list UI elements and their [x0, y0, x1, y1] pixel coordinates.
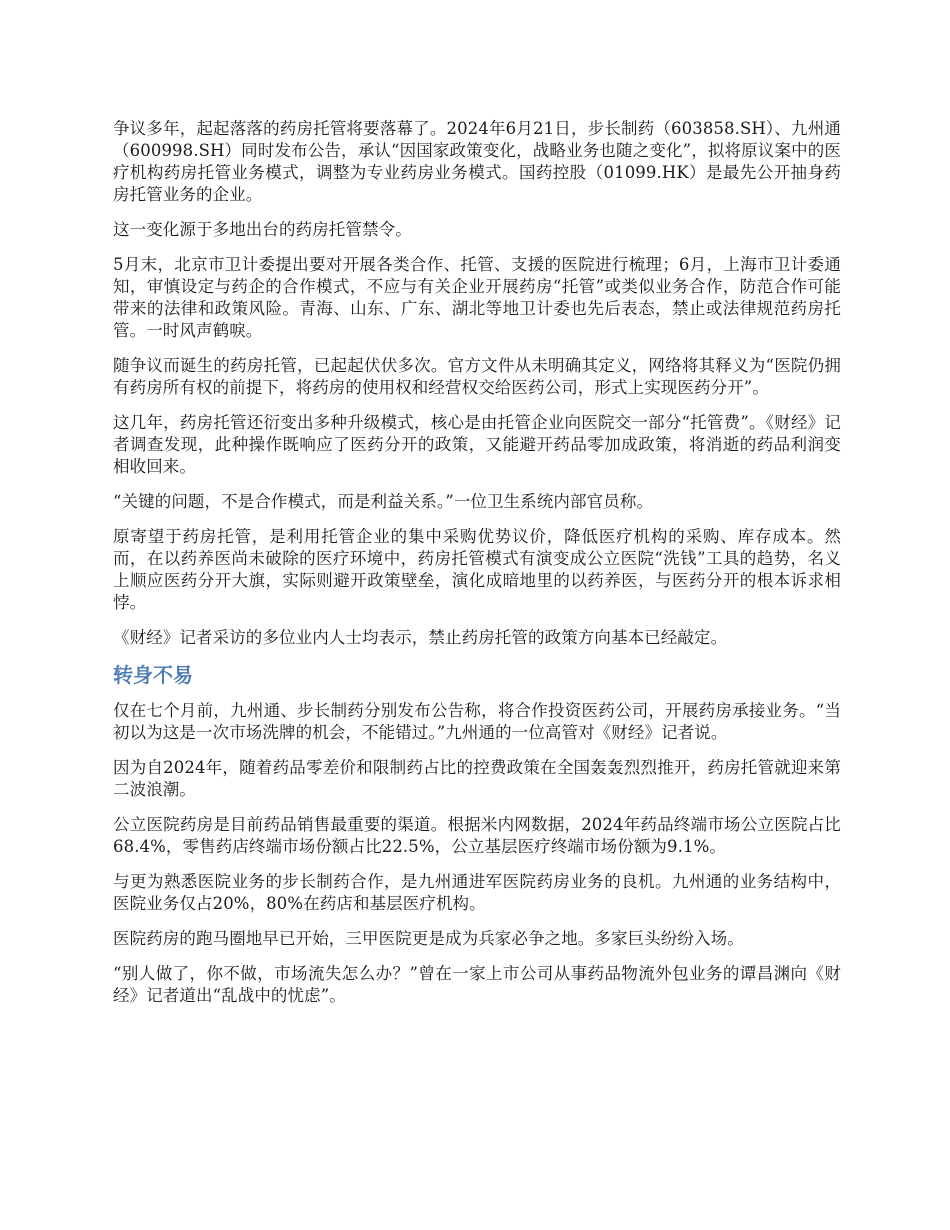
paragraph: 与更为熟悉医院业务的步长制药合作，是九州通进军医院药房业务的良机。九州通的业务结构中，医院业务仅占20%，80%在药店和基层医疗机构。 [113, 872, 841, 913]
paragraph: 公立医院药房是目前药品销售最重要的渠道。根据米内网数据，2024年药品终端市场公立医院占比68.4%，零售药店终端市场份额占比22.5%，公立基层医疗终端市场份额为9.1%。 [113, 815, 841, 856]
paragraph: 这一变化源于多地出台的药房托管禁令。 [113, 220, 412, 239]
section-heading: 转身不易 [113, 663, 193, 687]
paragraph: 医院药房的跑马圈地早已开始，三甲医院更是成为兵家必争之地。多家巨头纷纷入场。 [113, 929, 744, 948]
paragraph: 争议多年，起起落落的药房托管将要落幕了。2024年6月21日，步长制药（603858.SH）、九州通（600998.SH）同时发布公告，承认“因国家政策变化，战略业务也随之变化”，拟将原议案中的医疗机构药房托管业务模式，调整为专业药房业务模式。国药控股（01099.HK）是最先公开抽身药房托管业务的企业。 [113, 119, 841, 204]
paragraph: 仅在七个月前，九州通、步长制药分别发布公告称，将合作投资医药公司，开展药房承接业务。“当初以为这是一次市场洗牌的机会，不能错过。”九州通的一位高管对《财经》记者说。 [113, 701, 841, 742]
paragraph: “别人做了，你不做，市场流失怎么办？”曾在一家上市公司从事药品物流外包业务的谭昌渊向《财经》记者道出“乱战中的忧虑”。 [113, 964, 841, 1005]
paragraph: 5月末，北京市卫计委提出要对开展各类合作、托管、支援的医院进行梳理；6月，上海市卫计委通知，审慎设定与药企的合作模式，不应与有关企业开展药房“托管”或类似业务合作，防范合作可能带来的法律和政策风险。青海、山东、广东、湖北等地卫计委也先后表态，禁止或法律规范药房托管。一时风声鹤唳。 [113, 255, 841, 340]
paragraph: “关键的问题，不是合作模式，而是利益关系。”一位卫生系统内部官员称。 [113, 492, 654, 511]
paragraph: 原寄望于药房托管，是利用托管企业的集中采购优势议价，降低医疗机构的采购、库存成本。然而，在以药养医尚未破除的医疗环境中，药房托管模式有演变成公立医院“洗钱”工具的趋势，名义上顺应医药分开大旗，实际则避开政策壁垒，演化成暗地里的以药养医，与医药分开的根本诉求相悖。 [113, 527, 841, 612]
paragraph: 因为自2024年，随着药品零差价和限制药占比的控费政策在全国轰轰烈烈推开，药房托管就迎来第二波浪潮。 [113, 758, 841, 799]
paragraph: 《财经》记者采访的多位业内人士均表示，禁止药房托管的政策方向基本已经敲定。 [113, 628, 728, 647]
paragraph: 随争议而诞生的药房托管，已起起伏伏多次。官方文件从未明确其定义，网络将其释义为“医院仍拥有药房所有权的前提下，将药房的使用权和经营权交给医药公司，形式上实现医药分开”。 [113, 356, 841, 397]
paragraph: 这几年，药房托管还衍变出多种升级模式，核心是由托管企业向医院交一部分“托管费”。《财经》记者调查发现，此种操作既响应了医药分开的政策，又能避开药品零加成政策，将消逝的药品利润变相收回来。 [113, 413, 841, 476]
article-body [113, 118, 841, 1020]
